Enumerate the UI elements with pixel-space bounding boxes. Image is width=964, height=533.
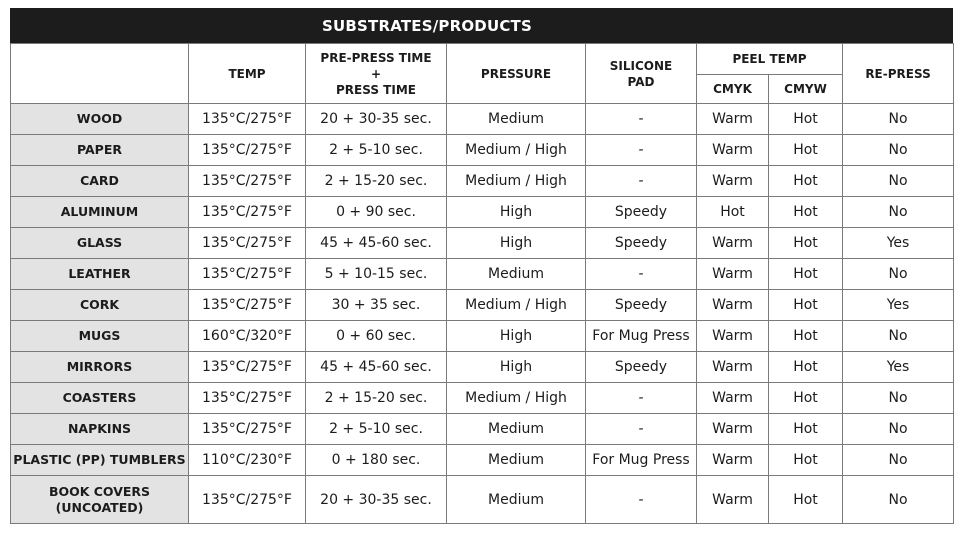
substrate-name: BOOK COVERS bbox=[48, 483, 151, 499]
cell-peel-cmyw: Hot bbox=[769, 259, 843, 290]
substrate-name: NAPKINS bbox=[67, 421, 132, 436]
substrate-name: PAPER bbox=[76, 142, 122, 157]
cell-pressure: Medium bbox=[447, 445, 586, 476]
heat-press-settings-table bbox=[10, 43, 954, 524]
cell-pressure: High bbox=[447, 197, 586, 228]
table-row bbox=[11, 259, 954, 290]
cell-peel-cmyk: Warm bbox=[697, 352, 769, 383]
header-peel-temp: PEEL TEMP bbox=[697, 44, 843, 75]
substrate-name: COASTERS bbox=[62, 390, 137, 405]
cell-temp: 135°C/275°F bbox=[189, 476, 306, 524]
cell-substrate bbox=[11, 197, 189, 228]
cell-pressure: Medium / High bbox=[447, 166, 586, 197]
cell-pressure: High bbox=[447, 352, 586, 383]
cell-peel-cmyw: Hot bbox=[769, 104, 843, 135]
cell-silicone-pad: For Mug Press bbox=[586, 445, 697, 476]
cell-pressure: Medium / High bbox=[447, 290, 586, 321]
header-silicone-line2: PAD bbox=[627, 74, 655, 89]
cell-peel-cmyw: Hot bbox=[769, 445, 843, 476]
cell-prepress-time: 2 + 5-10 sec. bbox=[306, 414, 447, 445]
cell-peel-cmyw: Hot bbox=[769, 166, 843, 197]
cell-repress: Yes bbox=[843, 290, 954, 321]
cell-silicone-pad: Speedy bbox=[586, 197, 697, 228]
cell-temp: 135°C/275°F bbox=[189, 352, 306, 383]
cell-silicone-pad: Speedy bbox=[586, 228, 697, 259]
cell-silicone-pad: For Mug Press bbox=[586, 321, 697, 352]
cell-substrate bbox=[11, 476, 189, 524]
cell-repress: No bbox=[843, 166, 954, 197]
cell-repress: No bbox=[843, 197, 954, 228]
cell-substrate bbox=[11, 259, 189, 290]
cell-temp: 135°C/275°F bbox=[189, 104, 306, 135]
header-cmyw: CMYW bbox=[769, 75, 843, 104]
cell-pressure: Medium / High bbox=[447, 383, 586, 414]
substrate-name: WOOD bbox=[76, 111, 123, 126]
cell-substrate bbox=[11, 228, 189, 259]
cell-temp: 110°C/230°F bbox=[189, 445, 306, 476]
header-silicone-pad bbox=[586, 44, 697, 104]
cell-silicone-pad: - bbox=[586, 476, 697, 524]
table-row bbox=[11, 104, 954, 135]
header-prepress-line3: PRESS TIME bbox=[336, 82, 416, 97]
table-row bbox=[11, 197, 954, 228]
cell-substrate bbox=[11, 104, 189, 135]
cell-peel-cmyk: Warm bbox=[697, 445, 769, 476]
table-row bbox=[11, 228, 954, 259]
cell-pressure: Medium bbox=[447, 259, 586, 290]
cell-peel-cmyk: Warm bbox=[697, 321, 769, 352]
cell-prepress-time: 20 + 30-35 sec. bbox=[306, 476, 447, 524]
table-row bbox=[11, 445, 954, 476]
table-row bbox=[11, 166, 954, 197]
cell-silicone-pad: - bbox=[586, 414, 697, 445]
cell-repress: No bbox=[843, 104, 954, 135]
cell-silicone-pad: - bbox=[586, 135, 697, 166]
table-header bbox=[11, 44, 954, 104]
cell-peel-cmyk: Warm bbox=[697, 104, 769, 135]
cell-substrate bbox=[11, 352, 189, 383]
cell-prepress-time: 0 + 180 sec. bbox=[306, 445, 447, 476]
cell-temp: 135°C/275°F bbox=[189, 414, 306, 445]
cell-prepress-time: 20 + 30-35 sec. bbox=[306, 104, 447, 135]
table-row bbox=[11, 414, 954, 445]
substrate-name-note: (UNCOATED) bbox=[55, 499, 144, 515]
cell-repress: Yes bbox=[843, 228, 954, 259]
cell-repress: No bbox=[843, 445, 954, 476]
cell-temp: 135°C/275°F bbox=[189, 197, 306, 228]
cell-substrate bbox=[11, 166, 189, 197]
cell-repress: No bbox=[843, 321, 954, 352]
cell-prepress-time: 5 + 10-15 sec. bbox=[306, 259, 447, 290]
cell-temp: 135°C/275°F bbox=[189, 259, 306, 290]
cell-pressure: Medium bbox=[447, 104, 586, 135]
cell-repress: No bbox=[843, 135, 954, 166]
header-temp: TEMP bbox=[189, 44, 306, 104]
cell-substrate bbox=[11, 135, 189, 166]
substrate-name: PLASTIC (PP) TUMBLERS bbox=[13, 452, 186, 467]
cell-peel-cmyw: Hot bbox=[769, 414, 843, 445]
header-prepress-line2: + bbox=[370, 66, 382, 81]
cell-peel-cmyk: Warm bbox=[697, 383, 769, 414]
settings-table-container bbox=[10, 8, 953, 524]
table-body bbox=[11, 104, 954, 524]
table-row bbox=[11, 352, 954, 383]
cell-prepress-time: 45 + 45-60 sec. bbox=[306, 352, 447, 383]
header-prepress-time bbox=[306, 44, 447, 104]
cell-repress: No bbox=[843, 476, 954, 524]
cell-prepress-time: 45 + 45-60 sec. bbox=[306, 228, 447, 259]
table-row bbox=[11, 476, 954, 524]
cell-pressure: High bbox=[447, 228, 586, 259]
substrate-name: GLASS bbox=[76, 235, 123, 250]
cell-temp: 135°C/275°F bbox=[189, 135, 306, 166]
table-row bbox=[11, 321, 954, 352]
cell-peel-cmyw: Hot bbox=[769, 321, 843, 352]
cell-temp: 135°C/275°F bbox=[189, 290, 306, 321]
cell-peel-cmyk: Hot bbox=[697, 197, 769, 228]
cell-peel-cmyk: Warm bbox=[697, 259, 769, 290]
cell-peel-cmyw: Hot bbox=[769, 197, 843, 228]
cell-peel-cmyk: Warm bbox=[697, 476, 769, 524]
cell-substrate bbox=[11, 321, 189, 352]
cell-repress: Yes bbox=[843, 352, 954, 383]
cell-prepress-time: 30 + 35 sec. bbox=[306, 290, 447, 321]
cell-repress: No bbox=[843, 414, 954, 445]
cell-peel-cmyk: Warm bbox=[697, 414, 769, 445]
substrate-name: CORK bbox=[79, 297, 120, 312]
cell-repress: No bbox=[843, 259, 954, 290]
cell-silicone-pad: - bbox=[586, 104, 697, 135]
cell-peel-cmyw: Hot bbox=[769, 290, 843, 321]
table-title-banner bbox=[10, 8, 953, 43]
cell-peel-cmyk: Warm bbox=[697, 290, 769, 321]
cell-substrate bbox=[11, 383, 189, 414]
cell-temp: 135°C/275°F bbox=[189, 383, 306, 414]
cell-prepress-time: 2 + 15-20 sec. bbox=[306, 383, 447, 414]
cell-peel-cmyk: Warm bbox=[697, 228, 769, 259]
cell-silicone-pad: - bbox=[586, 383, 697, 414]
substrate-name: ALUMINUM bbox=[60, 204, 139, 219]
cell-pressure: Medium bbox=[447, 414, 586, 445]
substrate-name: MIRRORS bbox=[66, 359, 133, 374]
table-row bbox=[11, 290, 954, 321]
cell-temp: 135°C/275°F bbox=[189, 166, 306, 197]
substrate-name: LEATHER bbox=[68, 266, 131, 281]
cell-substrate bbox=[11, 290, 189, 321]
cell-silicone-pad: - bbox=[586, 259, 697, 290]
cell-prepress-time: 2 + 5-10 sec. bbox=[306, 135, 447, 166]
header-cmyk: CMYK bbox=[697, 75, 769, 104]
cell-prepress-time: 0 + 60 sec. bbox=[306, 321, 447, 352]
table-row bbox=[11, 135, 954, 166]
cell-substrate bbox=[11, 414, 189, 445]
cell-peel-cmyw: Hot bbox=[769, 135, 843, 166]
cell-temp: 135°C/275°F bbox=[189, 228, 306, 259]
cell-silicone-pad: Speedy bbox=[586, 290, 697, 321]
cell-temp: 160°C/320°F bbox=[189, 321, 306, 352]
table-row bbox=[11, 383, 954, 414]
header-repress: RE-PRESS bbox=[843, 44, 954, 104]
cell-prepress-time: 0 + 90 sec. bbox=[306, 197, 447, 228]
cell-pressure: High bbox=[447, 321, 586, 352]
cell-pressure: Medium / High bbox=[447, 135, 586, 166]
header-substrate-blank bbox=[11, 44, 189, 104]
header-silicone-line1: SILICONE bbox=[609, 58, 673, 73]
cell-prepress-time: 2 + 15-20 sec. bbox=[306, 166, 447, 197]
cell-repress: No bbox=[843, 383, 954, 414]
cell-silicone-pad: - bbox=[586, 166, 697, 197]
cell-substrate bbox=[11, 445, 189, 476]
substrate-name: CARD bbox=[80, 173, 119, 188]
cell-pressure: Medium bbox=[447, 476, 586, 524]
cell-peel-cmyw: Hot bbox=[769, 476, 843, 524]
cell-peel-cmyk: Warm bbox=[697, 166, 769, 197]
header-prepress-line1: PRE-PRESS TIME bbox=[320, 50, 432, 65]
cell-peel-cmyk: Warm bbox=[697, 135, 769, 166]
header-pressure: PRESSURE bbox=[447, 44, 586, 104]
cell-silicone-pad: Speedy bbox=[586, 352, 697, 383]
table-title: SUBSTRATES/PRODUCTS bbox=[322, 16, 532, 35]
cell-peel-cmyw: Hot bbox=[769, 383, 843, 414]
substrate-name: MUGS bbox=[78, 328, 121, 343]
cell-peel-cmyw: Hot bbox=[769, 228, 843, 259]
cell-peel-cmyw: Hot bbox=[769, 352, 843, 383]
